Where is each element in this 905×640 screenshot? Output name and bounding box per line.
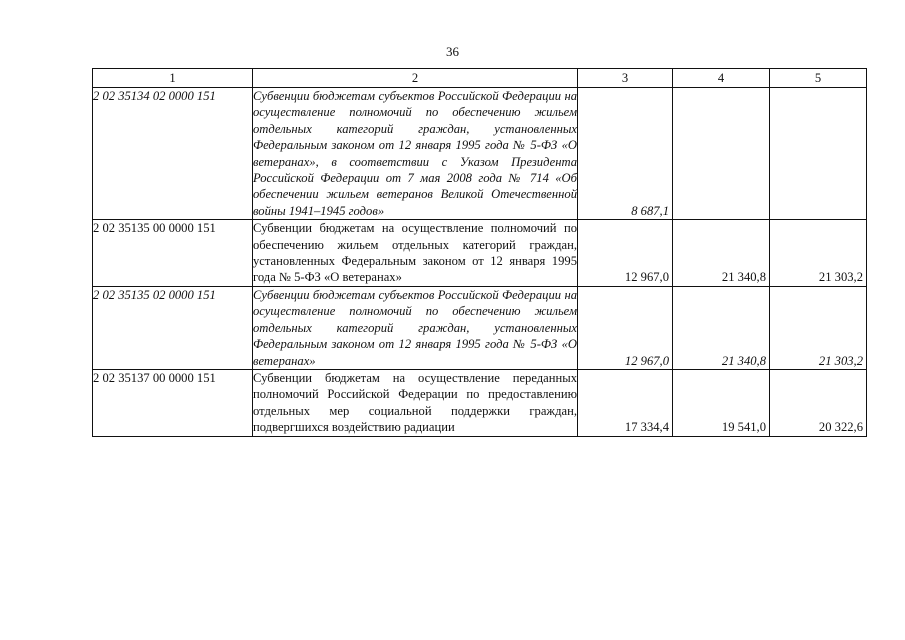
row-value-col5: 21 303,2 [770, 286, 867, 369]
row-value-col3: 12 967,0 [578, 286, 673, 369]
row-value-col4 [673, 88, 770, 220]
table-row [93, 88, 867, 220]
row-value-col4: 21 340,8 [673, 286, 770, 369]
row-code-cell: 2 02 35137 00 0000 151 [93, 369, 253, 436]
row-value-col5: 20 322,6 [770, 369, 867, 436]
row-code-cell: 2 02 35135 00 0000 151 [93, 220, 253, 287]
row-code-cell: 2 02 35134 02 0000 151 [93, 88, 253, 220]
table-header-row [93, 69, 867, 88]
column-header-1: 1 [93, 69, 253, 88]
column-header-4: 4 [673, 69, 770, 88]
table-row [93, 369, 867, 436]
row-value-col3: 8 687,1 [578, 88, 673, 220]
row-value-col3: 12 967,0 [578, 220, 673, 287]
row-value-col5 [770, 88, 867, 220]
page-number: 36 [446, 44, 459, 59]
table-row [93, 220, 867, 287]
row-name-cell: Субвенции бюджетам на осуществление полномочий по обеспечению жильем отдельных категорий граждан, установленных Федеральным законом от 12 января 1995 года № 5-ФЗ «О ветеранах» [253, 221, 577, 285]
row-value-col4: 19 541,0 [673, 369, 770, 436]
column-header-5: 5 [770, 69, 867, 88]
row-name-cell: Субвенции бюджетам субъектов Российской Федерации на осуществление полномочий по обеспечению жильем отдельных категорий граждан, установленных Федеральным законом от 12 января 1995 года № 5-ФЗ «О ветеранах» [253, 287, 577, 368]
row-name-cell: Субвенции бюджетам субъектов Российской Федерации на осуществление полномочий по обеспечению жильем отдельных категорий граждан, установленных Федеральным законом от 12 января 1995 года № 5-ФЗ «О ветеранах», в соответствии с Указом Президента Российской Федерации от 7 мая 2008 года № 714 «Об обеспечении жильем ветеранов Великой Отечественной войны 1941–1945 годов» [253, 89, 577, 218]
column-header-2: 2 [253, 69, 578, 88]
budget-table [92, 68, 867, 437]
column-header-3: 3 [578, 69, 673, 88]
row-value-col4: 21 340,8 [673, 220, 770, 287]
row-name-cell: Субвенции бюджетам на осуществление переданных полномочий Российской Федерации по предоставлению отдельных мер социальной поддержки граждан, подвергшихся воздействию радиации [253, 370, 577, 435]
row-value-col5: 21 303,2 [770, 220, 867, 287]
table-row [93, 286, 867, 369]
row-value-col3: 17 334,4 [578, 369, 673, 436]
row-code-cell: 2 02 35135 02 0000 151 [93, 286, 253, 369]
